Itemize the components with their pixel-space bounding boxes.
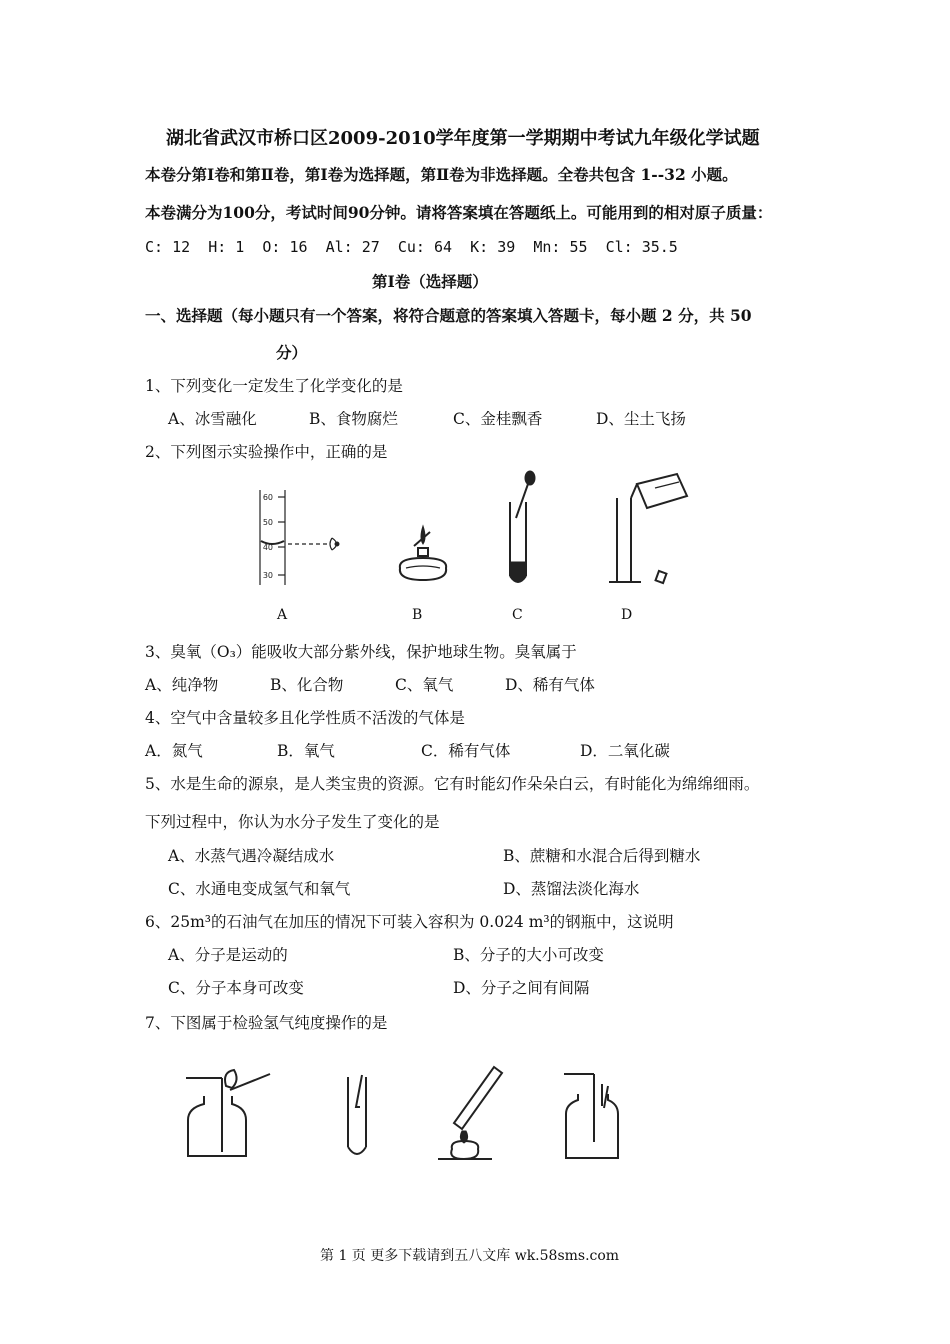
lamp-wick-holder xyxy=(418,548,428,556)
question-5-option-d: D、蒸馏法淡化海水 xyxy=(503,880,640,898)
figure-7-2-test-tube xyxy=(340,1073,380,1163)
figure-7-3-tube-over-lamp xyxy=(432,1063,522,1163)
tick-label-60: 60 xyxy=(262,493,273,502)
figure-label-b: B xyxy=(412,607,423,623)
alcohol-lamp xyxy=(451,1141,478,1159)
question-6-option-a: A、分子是运动的 xyxy=(168,946,288,964)
bottle-stopper xyxy=(656,571,667,583)
test-tube-bottom xyxy=(348,1147,366,1154)
question-3-option-d: D、稀有气体 xyxy=(505,676,595,694)
question-5-option-a: A、水蒸气遇冷凝结成水 xyxy=(168,847,335,865)
part1-heading-cont: 分） xyxy=(276,343,308,362)
question-4-option-b: B．氧气 xyxy=(277,742,335,760)
gas-bottle xyxy=(188,1096,246,1156)
question-6-option-b: B、分子的大小可改变 xyxy=(453,946,604,964)
question-6-option-c: C、分子本身可改变 xyxy=(168,979,304,997)
tick-label-40: 40 xyxy=(262,543,273,552)
question-1-option-a: A、冰雪融化 xyxy=(168,410,257,428)
lamp-liquid xyxy=(406,566,440,568)
question-1-stem: 1、下列变化一定发生了化学变化的是 xyxy=(145,377,403,395)
figure-7-4-collecting-bottle xyxy=(560,1066,630,1164)
figure-label-a: A xyxy=(277,607,288,623)
page-title: 湖北省武汉市桥口区2009-2010学年度第一学期期中考试九年级化学试题 xyxy=(166,128,760,149)
section-title: 第Ⅰ卷（选择题） xyxy=(372,272,488,291)
gas-bottle xyxy=(566,1094,618,1158)
intro-line-2: 本卷满分为100分，考试时间90分钟。请将答案填在答题纸上。可能用到的相对原子质量： xyxy=(145,203,773,222)
bottle-neck xyxy=(631,484,637,498)
flame-icon xyxy=(421,526,425,544)
lamp-body xyxy=(400,558,446,580)
question-1-option-b: B、食物腐烂 xyxy=(309,410,398,428)
reagent-bottle xyxy=(637,474,687,508)
tick-label-30: 30 xyxy=(262,571,273,580)
test-tube-liquid xyxy=(511,562,525,581)
question-5-option-c: C、水通电变成氢气和氧气 xyxy=(168,880,351,898)
atomic-masses: C: 12 H: 1 O: 16 Al: 27 Cu: 64 K: 39 Mn: 55 Cl: 35.5 xyxy=(145,238,678,256)
tick-label-50: 50 xyxy=(262,518,273,527)
question-4-option-c: C．稀有气体 xyxy=(421,742,511,760)
part1-heading: 一、选择题（每小题只有一个答案，将符合题意的答案填入答题卡，每小题 2 分，共 50 xyxy=(145,306,752,325)
question-1-option-d: D、尘土飞扬 xyxy=(596,410,686,428)
delivery-tube xyxy=(356,1075,362,1107)
question-3-option-c: C、氧气 xyxy=(395,676,454,694)
question-1-option-c: C、金桂飘香 xyxy=(453,410,543,428)
figure-label-c: C xyxy=(512,607,523,623)
eye-pupil xyxy=(335,542,339,546)
intro-line-1: 本卷分第Ⅰ卷和第Ⅱ卷，第Ⅰ卷为选择题，第Ⅱ卷为非选择题。全卷共包含 1--32 小题。 xyxy=(145,165,738,184)
page-footer: 第 1 页 更多下载请到五八文库 wk.58sms.com xyxy=(320,1248,620,1264)
question-3-stem: 3、臭氧（O₃）能吸收大部分紫外线，保护地球生物。臭氧属于 xyxy=(145,643,577,661)
question-4-stem: 4、空气中含量较多且化学性质不活泼的气体是 xyxy=(145,709,465,727)
question-5-stem-cont: 下列过程中，你认为水分子发生了变化的是 xyxy=(145,813,440,831)
question-6-stem: 6、25m³的石油气在加压的情况下可装入容积为 0.024 m³的钢瓶中，这说明 xyxy=(145,913,674,931)
figure-b-alcohol-lamp xyxy=(390,520,460,595)
flame-icon xyxy=(225,1070,237,1088)
figure-d-pouring-liquid xyxy=(595,470,705,590)
question-2-stem: 2、下列图示实验操作中，正确的是 xyxy=(145,443,388,461)
inverted-test-tube xyxy=(454,1067,502,1129)
question-6-option-d: D、分子之间有间隔 xyxy=(453,979,590,997)
dropper-bulb xyxy=(525,471,535,485)
question-4-option-a: A．氮气 xyxy=(145,742,203,760)
figure-label-d: D xyxy=(621,607,633,623)
question-3-option-a: A、纯净物 xyxy=(145,676,219,694)
question-4-option-d: D．二氧化碳 xyxy=(580,742,670,760)
question-3-option-b: B、化合物 xyxy=(270,676,344,694)
question-5-option-b: B、蔗糖和水混合后得到糖水 xyxy=(503,847,701,865)
figure-7-1-gas-bottle xyxy=(180,1068,280,1164)
figure-c-dropper-test-tube xyxy=(498,470,548,595)
question-7-stem: 7、下图属于检验氢气纯度操作的是 xyxy=(145,1014,388,1032)
question-5-stem: 5、水是生命的源泉，是人类宝贵的资源。它有时能幻作朵朵白云，有时能化为绵绵细雨。 xyxy=(145,775,760,793)
figure-a-cylinder-reading xyxy=(240,485,360,595)
